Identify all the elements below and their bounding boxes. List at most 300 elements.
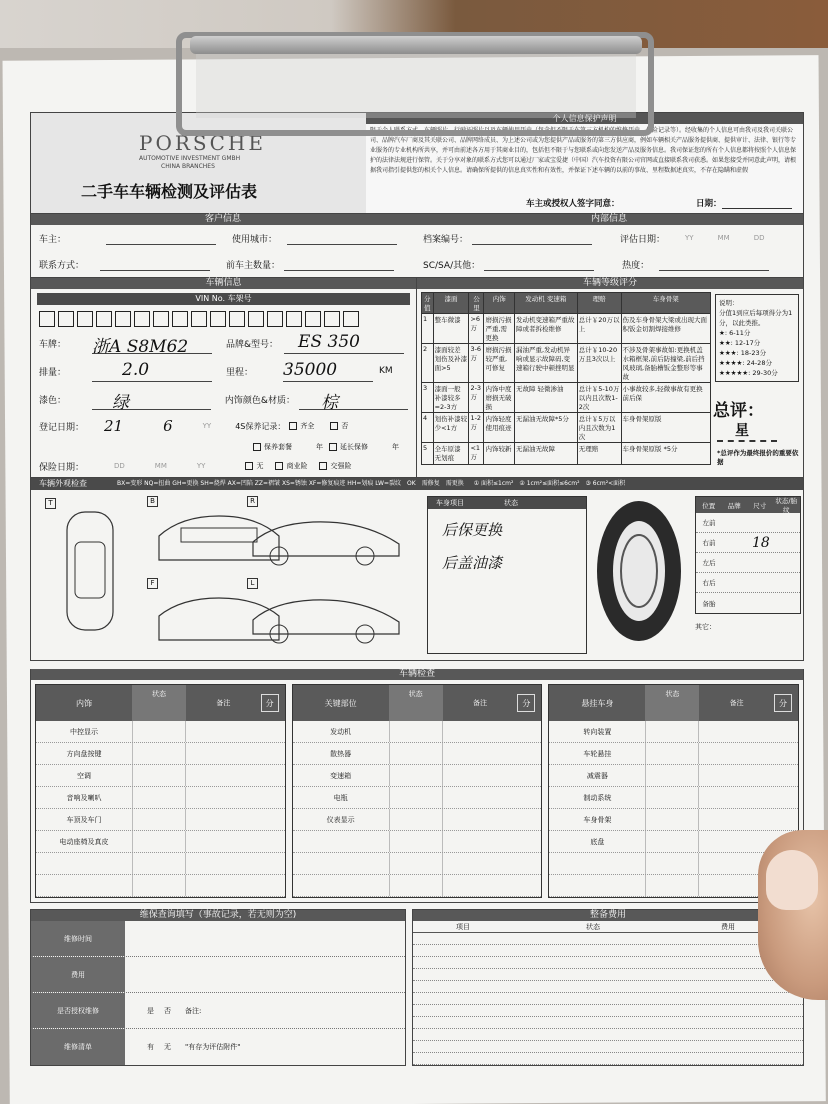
inspection-item: 方向盘按键 — [66, 749, 102, 758]
area-1: ① 面积≤1cm² — [473, 480, 514, 487]
grade-legend — [715, 294, 799, 382]
list-note: "有存为评估附件" — [185, 1043, 241, 1051]
view-left[interactable] — [253, 600, 399, 643]
grade-cell: 无理赔 — [577, 443, 621, 465]
inspection-item: 音响及喇叭 — [66, 793, 102, 802]
fee-row[interactable] — [413, 1017, 803, 1029]
grade-cell: 整车微漆 — [433, 314, 469, 344]
eval-date-label: 评估日期： — [620, 234, 666, 245]
inspection-item: 车轮悬挂 — [583, 749, 612, 758]
group-title: 关键部位 — [324, 698, 357, 708]
total-note: *总评作为最终报价的重要依据 — [717, 449, 799, 466]
view-label-f: F — [147, 578, 158, 589]
inspection-row[interactable] — [293, 809, 542, 831]
area-3: ③ 6cm²<面积 — [585, 480, 626, 487]
brand-sub2: CHINA BRANCHES — [161, 163, 215, 170]
color-value[interactable]: 绿 — [92, 388, 211, 410]
sign-label: 车主或授权人签字同意： — [526, 199, 620, 209]
grade-cell: 内饰中度磨损无破损 — [484, 383, 515, 413]
grade-cell: 内饰轻度使用痕迹 — [484, 413, 515, 443]
date-label: 日期： — [696, 199, 722, 209]
area-2: ② 1cm²≤面积≤6cm² — [519, 480, 580, 487]
exterior-header: 车辆外观检查 — [39, 479, 87, 488]
grade-row[interactable] — [422, 383, 711, 413]
service-no-checkbox[interactable] — [330, 422, 338, 430]
grade-cell: 内饰较新 — [484, 443, 515, 465]
grade-cell: 总计￥10-20万且3次以上 — [577, 344, 621, 383]
exterior-legend: BX=变形 NQ=扭曲 GH=更换 SH=烧焊 AX=凹陷 ZZ=褶皱 XS=锈蚀 XF=修复痕迹 HH=划痕 LW=裂纹 — [117, 480, 402, 487]
vin-box[interactable] — [39, 311, 55, 327]
status-cell[interactable] — [645, 853, 699, 874]
service-no: 否 — [341, 422, 349, 430]
eval-yy: YY — [685, 234, 694, 242]
brand-model-label: 品牌&型号： — [226, 339, 279, 350]
heat-label: 热度： — [622, 260, 650, 271]
ins-compulsory: 交强险 — [330, 462, 352, 470]
status-ok: OK — [407, 480, 416, 487]
grade-header: 车辆等级评分 — [417, 278, 803, 289]
grade-cell: 漆面较差 划伤及补漆面>5 — [433, 344, 469, 383]
internal-header: 内部信息 — [415, 214, 803, 225]
clip-bar — [190, 36, 642, 54]
fee-row[interactable] — [413, 957, 803, 969]
inspection-row[interactable] — [36, 853, 285, 875]
ins-yy: YY — [196, 462, 206, 470]
grade-cell: 4 — [422, 413, 434, 443]
other-label: 其它： — [695, 623, 716, 631]
brand-model-value[interactable]: ES 350 — [284, 332, 404, 354]
legend-1: ★: 6-11分 — [719, 329, 751, 337]
fees-col-item: 项目 — [456, 922, 470, 931]
status-cell[interactable] — [645, 809, 699, 830]
status-repair: 需修复 — [421, 480, 440, 487]
inspection-row[interactable] — [549, 787, 798, 809]
list-yes[interactable]: 有 — [147, 1043, 154, 1051]
inspection-item: 车顶及车门 — [66, 815, 102, 824]
inspection-row[interactable] — [549, 831, 798, 853]
inspection-item: 变速箱 — [330, 771, 352, 780]
body-note-2[interactable]: 后盖油漆 — [442, 554, 503, 572]
customer-header: 客户信息 — [31, 214, 415, 225]
warranty-year: 年 — [316, 443, 323, 451]
auth-yes[interactable]: 是 — [147, 1006, 154, 1015]
inspection-row[interactable] — [549, 809, 798, 831]
group-status: 状态 — [389, 685, 443, 721]
grade-cell: 1 — [422, 314, 434, 344]
vin-box[interactable] — [58, 311, 74, 327]
fee-row[interactable] — [413, 933, 803, 945]
ins-mm: MM — [154, 462, 167, 470]
fee-row[interactable] — [413, 1053, 803, 1065]
prev-owner-field[interactable] — [284, 257, 394, 271]
prev-owner-label: 前车主数量： — [226, 260, 281, 271]
grade-cell: 漏油严重,发动机异响或显示故障码,变速箱行驶中顿挫明显 — [514, 344, 577, 383]
inspection-item: 电动座椅及真皮 — [59, 837, 109, 846]
grade-col: 车身骨架 — [621, 293, 710, 314]
displacement-label: 排量： — [39, 367, 67, 378]
status-cell[interactable] — [389, 721, 443, 742]
status-cell[interactable] — [132, 831, 186, 852]
eval-dd: DD — [753, 234, 765, 242]
body-note-1[interactable]: 后保更换 — [442, 521, 503, 539]
privacy-heading: 个人信息保护声明 — [366, 113, 803, 124]
vin-box[interactable] — [267, 311, 283, 327]
ins-none: 无 — [256, 462, 264, 470]
vehicle-info — [31, 278, 416, 477]
grade-cell: 漆面一般 补漆较多=2-3方 — [433, 383, 469, 413]
inspection-item: 空调 — [77, 771, 91, 780]
vehicle-section — [30, 277, 804, 478]
tire-row[interactable]: 备胎 — [702, 599, 716, 608]
inspection-item: 仪表显示 — [326, 815, 355, 824]
car-diagrams — [31, 490, 423, 660]
fee-row[interactable] — [413, 969, 803, 981]
ins-commercial-checkbox[interactable] — [275, 462, 283, 470]
fee-row[interactable] — [413, 1029, 803, 1041]
brand-sub1: AUTOMOTIVE INVESTMENT GMBH — [139, 155, 241, 162]
reg-month[interactable]: 6 — [163, 417, 173, 435]
fees-col-cost: 费用 — [721, 922, 735, 931]
tire-row[interactable]: 右前 18 — [696, 533, 800, 553]
service-full-checkbox[interactable] — [289, 422, 297, 430]
contact-label: 联系方式： — [39, 260, 85, 271]
grade-row[interactable] — [422, 443, 711, 465]
grade-col: 发动机 变速箱 — [514, 293, 577, 314]
vin-box[interactable] — [305, 311, 321, 327]
grade-cell: 车身骨架原版 — [621, 413, 710, 443]
status-cell[interactable] — [645, 721, 699, 742]
grade-cell: 3 — [422, 383, 434, 413]
total-label: 总评： — [713, 401, 764, 421]
inspection-row[interactable] — [36, 875, 285, 897]
tire-col-status: 状态/胎纹 — [775, 497, 798, 514]
inspection-row[interactable] — [549, 765, 798, 787]
privacy-text: 限于个人联系方式、车辆照片、行驶证照片以及车辆使用历史（包含但不限于在第三方机构的维修历史、保险记录等）。经收集的个人信息可由我司及我司关联公司、品牌汽车厂商及其关联公司、品牌网络成员、为上述公司或为您提供产品或服务的第三方供应商，例如车辆相关产品服务提供商、提供审计、法律、银行等专业服务的专业机构所共享，并可由前述各方用于其商业目的，包括但不限于与您联系或向您发送产品及服务信息。我司保证您的所有个人信息都将按照个人信息保护的法律法规进行保管。关于分享对象的联系方式您可以通过厂家或宝爱捷（中国）汽车投资有限公司官网或直接联系我司获悉。如果您接受并同意此声明，请根据我司指引提供您的相关个人信息。请确保所提供的信息真实性和有效性，并保证下述车辆的以前的事故、里程数据述真实，不存在隐瞒和虚假 — [370, 127, 797, 174]
legend-5: ★★★★★: 29-30分 — [719, 369, 778, 377]
ins-commercial: 商业险 — [286, 462, 308, 470]
grade-cell: 无故障 轻微渗油 — [514, 383, 577, 413]
insurance-label: 保险日期： — [39, 462, 85, 473]
vin-box[interactable] — [248, 311, 264, 327]
status-cell[interactable] — [645, 787, 699, 808]
heat-field[interactable] — [659, 257, 769, 271]
fees-panel — [412, 909, 804, 1066]
grade-cell: <1万 — [469, 443, 484, 465]
interior-label: 内饰颜色&材质： — [224, 395, 295, 406]
maint-row-list[interactable]: 维修清单 有 无 "有存为评估附件" — [31, 1029, 405, 1065]
contact-field[interactable] — [100, 257, 210, 271]
maint-row-fee[interactable]: 费用 — [31, 957, 405, 993]
file-no-label: 档案编号： — [423, 234, 469, 245]
grade-col: 分值 — [422, 293, 434, 314]
item-header: 车身项目 — [436, 499, 464, 507]
grade-cell: 划伤补漆较少<1方 — [433, 413, 469, 443]
group-score-box[interactable]: 分 — [774, 694, 792, 712]
displacement-value[interactable]: 2.0 — [92, 360, 212, 382]
inspection-item: 电瓶 — [333, 793, 348, 802]
group-remark: 备注 — [216, 699, 231, 707]
status-cell[interactable] — [389, 853, 443, 874]
city-field[interactable] — [287, 231, 397, 245]
status-cell[interactable] — [132, 853, 186, 874]
grade-cell: 磨损污损较严重,可修复 — [484, 344, 515, 383]
legend-4: ★★★★: 24-28分 — [719, 359, 772, 367]
extended-year: 年 — [392, 443, 399, 451]
grade-col: 理赔 — [577, 293, 621, 314]
mileage-value[interactable]: 35000 — [283, 360, 373, 382]
grade-cell: 全车原漆 无划痕 — [433, 443, 469, 465]
sc-field[interactable] — [484, 257, 594, 271]
vin-box[interactable] — [77, 311, 93, 327]
vin-label: VIN No. 车架号 — [37, 293, 410, 305]
mileage-unit: KM — [379, 366, 393, 376]
list-no[interactable]: 无 — [164, 1043, 171, 1051]
sc-label: SC/SA/其他： — [423, 260, 481, 271]
status-cell[interactable] — [389, 743, 443, 764]
tire-row[interactable]: 左后 — [696, 553, 800, 573]
inspection-item: 散热器 — [330, 749, 352, 758]
inspection-group — [292, 684, 543, 898]
inspection-row[interactable] — [36, 787, 285, 809]
grade-cell: 总计￥20万以上 — [577, 314, 621, 344]
grade-row[interactable] — [422, 413, 711, 443]
inspection-row[interactable] — [36, 765, 285, 787]
inspection-row[interactable] — [293, 787, 542, 809]
view-top[interactable] — [67, 512, 113, 630]
view-label-b: B — [147, 496, 158, 507]
owner-label: 车主： — [39, 234, 67, 245]
inspection-row[interactable] — [293, 721, 542, 743]
date-line — [722, 208, 792, 209]
fee-rows — [413, 933, 803, 1065]
inspection-row[interactable] — [36, 809, 285, 831]
grade-panel — [416, 278, 803, 477]
inspection-row[interactable] — [36, 743, 285, 765]
group-title: 悬挂车身 — [581, 698, 614, 708]
maintenance-header: 维保查询填写（事故记录，若无则为空) — [31, 910, 405, 921]
grade-cell: 无漏油无故障*5分 — [514, 413, 577, 443]
auth-remark: 备注: — [185, 1006, 202, 1015]
fee-row[interactable] — [413, 1005, 803, 1017]
warranty-checkbox[interactable] — [253, 443, 261, 451]
status-cell[interactable] — [132, 809, 186, 830]
tire-illustration — [591, 496, 687, 646]
vin-box[interactable] — [229, 311, 245, 327]
grade-cell: 发动机变速箱严重故障或者拆检维修 — [514, 314, 577, 344]
grade-cell: 车身骨架原版 *5分 — [621, 443, 710, 465]
city-label: 使用城市： — [232, 234, 278, 245]
inspection-item: 车身骨架 — [583, 815, 612, 824]
status-cell[interactable] — [389, 809, 443, 830]
vin-box[interactable] — [134, 311, 150, 327]
status-cell[interactable] — [389, 831, 443, 852]
eval-mm: MM — [717, 234, 730, 242]
status-cell[interactable] — [645, 831, 699, 852]
item-status-header: 状态 — [504, 499, 518, 507]
vehicle-header: 车辆信息 — [31, 278, 416, 289]
total-unit: 星 — [735, 423, 749, 439]
status-cell[interactable] — [389, 875, 443, 896]
grade-cell: 3-6万 — [469, 344, 484, 383]
grade-cell: 2-3万 — [469, 383, 484, 413]
tire-row[interactable]: 左前 — [696, 513, 800, 533]
fee-row[interactable] — [413, 1041, 803, 1053]
status-cell[interactable] — [389, 765, 443, 786]
view-label-r: R — [247, 496, 258, 507]
vin-box[interactable] — [286, 311, 302, 327]
grade-col: 公里 — [469, 293, 484, 314]
view-label-t: T — [45, 498, 56, 509]
warranty-label: 保养套餐 — [264, 443, 292, 451]
inspection-row[interactable] — [293, 831, 542, 853]
fees-header: 整备费用 — [413, 910, 803, 921]
tire-col-brand: 品牌 — [727, 501, 741, 510]
tire-col-pos: 位置 — [702, 501, 716, 510]
total-line[interactable] — [717, 440, 777, 442]
inspection-section — [30, 669, 804, 903]
inspection-row[interactable] — [293, 875, 542, 897]
maint-row-time[interactable]: 维修时间 — [31, 921, 405, 957]
legend-3: ★★★: 18-23分 — [719, 349, 767, 357]
brand-logo: PORSCHE — [139, 131, 266, 155]
view-label-l: L — [247, 578, 258, 589]
file-no-field[interactable] — [472, 231, 592, 245]
inspection-item: 底盘 — [590, 837, 605, 846]
inspection-row[interactable] — [36, 831, 285, 853]
body-items — [427, 496, 587, 654]
legend-text: 分值1到应后每项得分为1分，以此类推。 — [719, 309, 793, 327]
inspection-item: 减震器 — [586, 771, 608, 780]
group-remark: 备注 — [473, 699, 487, 707]
status-cell[interactable] — [645, 743, 699, 764]
customer-info — [30, 214, 415, 277]
auth-no[interactable]: 否 — [164, 1006, 171, 1015]
status-cell[interactable] — [132, 787, 186, 808]
ins-none-checkbox[interactable] — [245, 462, 253, 470]
status-cell[interactable] — [132, 765, 186, 786]
group-score-box[interactable]: 分 — [261, 694, 279, 712]
vin-box[interactable] — [96, 311, 112, 327]
maint-row-auth[interactable]: 是否授权维修 是 否 备注: — [31, 993, 405, 1029]
grade-row[interactable] — [422, 344, 711, 383]
vin-box[interactable] — [172, 311, 188, 327]
grade-cell: 无漏油无故障 — [514, 443, 577, 465]
inspection-row[interactable] — [293, 765, 542, 787]
grade-cell: 不涉及骨架事故如:更换机盖水箱框架,前后防撞梁,前后挡风玻璃,备胎槽钣金整形等事故 — [621, 344, 710, 383]
color-label: 漆色： — [39, 395, 67, 406]
group-score-box[interactable]: 分 — [517, 694, 535, 712]
vin-boxes — [31, 305, 416, 329]
vin-box[interactable] — [210, 311, 226, 327]
inspection-groups — [31, 680, 803, 902]
view-back[interactable] — [159, 516, 279, 560]
status-cell[interactable] — [132, 721, 186, 742]
reg-yy: YY — [202, 422, 212, 430]
plate-label: 车牌： — [39, 339, 67, 350]
inspection-row[interactable] — [293, 853, 542, 875]
grade-cell: >6万 — [469, 314, 484, 344]
inspection-item: 发动机 — [330, 727, 352, 736]
grade-col: 漆面 — [433, 293, 469, 314]
group-status: 状态 — [132, 685, 186, 721]
form-title: 二手车车辆检测及评估表 — [81, 182, 258, 201]
inspection-group — [35, 684, 286, 898]
inspection-row[interactable] — [549, 743, 798, 765]
status-replace: 需更换 — [445, 480, 464, 487]
inspection-item: 转向装置 — [583, 727, 612, 736]
exterior-section — [30, 478, 804, 661]
mileage-label: 里程： — [226, 367, 254, 378]
interior-value[interactable]: 棕 — [299, 388, 408, 410]
tire-size-value: 18 — [752, 534, 770, 551]
grade-cell: 总计￥5-10万以内且次数1-2次 — [577, 383, 621, 413]
status-cell[interactable] — [132, 875, 186, 896]
inspection-row[interactable] — [293, 743, 542, 765]
inspection-row[interactable] — [36, 721, 285, 743]
status-cell[interactable] — [645, 875, 699, 896]
fees-col-status: 状态 — [586, 922, 600, 931]
ins-compulsory-checkbox[interactable] — [319, 462, 327, 470]
grade-row[interactable] — [422, 314, 711, 344]
grade-cell: 小事故较多,轻微事故有更换前后保 — [621, 383, 710, 413]
status-cell[interactable] — [132, 743, 186, 764]
group-remark: 备注 — [729, 699, 744, 707]
grade-col: 内饰 — [484, 293, 515, 314]
fee-row[interactable] — [413, 993, 803, 1005]
vin-box[interactable] — [153, 311, 169, 327]
exterior-body — [31, 490, 803, 660]
fee-row[interactable] — [413, 981, 803, 993]
extended-checkbox[interactable] — [329, 443, 337, 451]
legend-2: ★★: 12-17分 — [719, 339, 761, 347]
view-right[interactable] — [253, 522, 399, 565]
internal-info — [415, 214, 804, 277]
fee-row[interactable] — [413, 945, 803, 957]
thumbnail — [766, 850, 818, 910]
inspection-header: 车辆检查 — [31, 669, 803, 680]
inspection-row[interactable] — [549, 721, 798, 743]
legend-title: 说明： — [719, 299, 739, 307]
ins-dd: DD — [114, 462, 125, 470]
tire-row[interactable]: 右后 — [696, 573, 800, 593]
grade-cell: 伤及车身骨架大梁或出现大面积钣金切割焊接维修 — [621, 314, 710, 344]
grade-cell: 总计￥5万以内且次数为1次 — [577, 413, 621, 443]
inspection-item: 制动系统 — [583, 793, 612, 802]
vin-box[interactable] — [191, 311, 207, 327]
reg-year[interactable]: 21 — [104, 417, 124, 435]
evaluation-form — [30, 112, 804, 1066]
vin-box[interactable] — [343, 311, 359, 327]
owner-field[interactable] — [106, 231, 216, 245]
vin-box[interactable] — [115, 311, 131, 327]
vin-box[interactable] — [324, 311, 340, 327]
tire-table — [695, 496, 801, 614]
group-status: 状态 — [645, 685, 699, 721]
grade-cell: 磨损污损严重,需更换 — [484, 314, 515, 344]
plate-value[interactable]: 浙A S8M62 — [92, 332, 212, 354]
reg-date-label: 登记日期： — [39, 422, 85, 433]
service-label: 4S保养记录： — [235, 421, 286, 431]
grade-cell: 5 — [422, 443, 434, 465]
service-full: 齐全 — [300, 422, 315, 430]
info-section — [30, 214, 804, 277]
grade-cell: 2 — [422, 344, 434, 383]
grade-table — [421, 292, 711, 465]
tire-col-size: 尺寸 — [753, 501, 767, 510]
status-cell[interactable] — [389, 787, 443, 808]
grade-cell: 1-2万 — [469, 413, 484, 443]
status-cell[interactable] — [645, 765, 699, 786]
